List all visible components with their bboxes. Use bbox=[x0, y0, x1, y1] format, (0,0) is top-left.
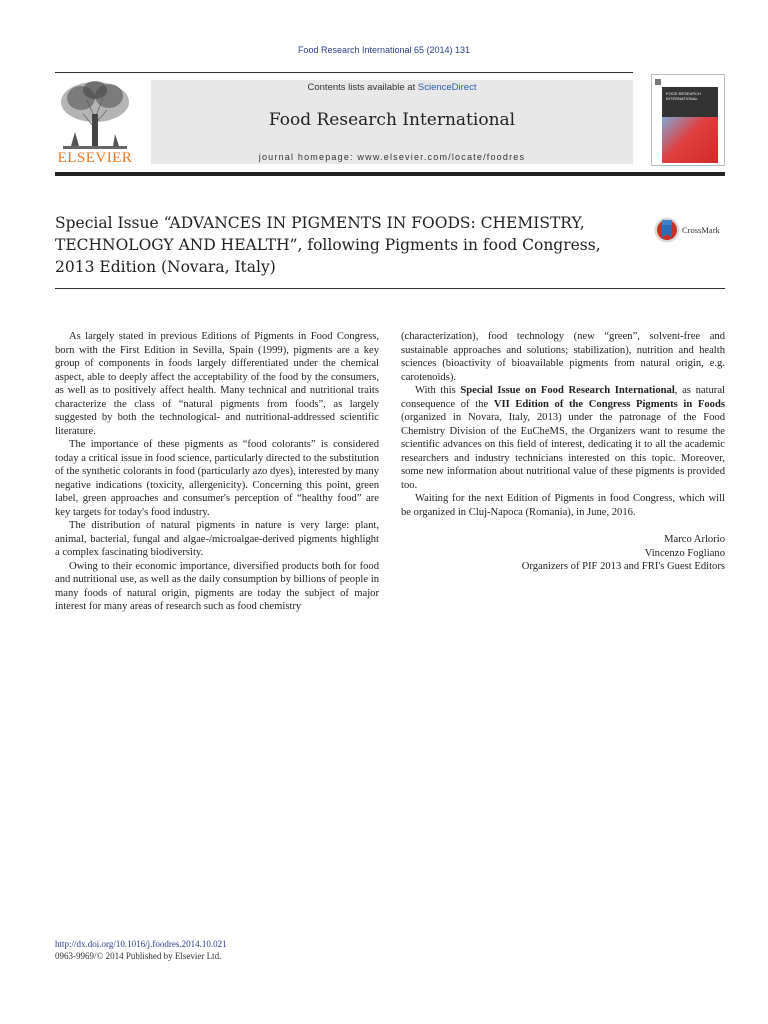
contents-availability bbox=[151, 82, 633, 93]
publisher-name: ELSEVIER bbox=[57, 150, 133, 166]
special-issue-emphasis: Special Issue on Food Research International bbox=[460, 385, 675, 396]
paragraph: Owing to their economic importance, diversified products both for food and nutritional use, as well as the daily consumption by billions of people in many foods of natural origin, pigments are today the subject of major interest for many areas of research such as food chemistry bbox=[55, 560, 379, 612]
journal-citation[interactable]: Food Research International 65 (2014) 131 bbox=[297, 45, 471, 55]
author-affiliation: Organizers of PIF 2013 and FRI's Guest Editors bbox=[521, 561, 725, 572]
congress-edition-emphasis: VII Edition of the Congress Pigments in Foods bbox=[493, 398, 725, 410]
copyright-notice: 0963-9969/© 2014 Published by Elsevier Ltd. bbox=[55, 950, 222, 961]
masthead-banner bbox=[151, 80, 633, 164]
journal-masthead bbox=[55, 72, 725, 172]
journal-title: Food Research International bbox=[268, 110, 516, 130]
crossmark-icon bbox=[654, 216, 680, 244]
contents-prefix: Contents lists available at bbox=[307, 82, 418, 93]
cover-publisher-icon bbox=[655, 79, 661, 85]
masthead-top-rule bbox=[55, 72, 633, 73]
article-title: Special Issue “ADVANCES IN PIGMENTS IN FOODS: CHEMISTRY, TECHNOLOGY AND HEALTH”, following Pigments in food Congress, 2013 Edition (Novara, Italy) bbox=[55, 214, 601, 276]
cover-title: FOOD RESEARCH INTERNATIONAL bbox=[666, 91, 701, 101]
paragraph: As largely stated in previous Editions of Pigments in Food Congress, born with the First Edition in Sevilla, Spain (1999), pigments are a key group of components in foods largely differentiated under the chemical aspect, able to deeply affect the acceptability of the food by the consumers, as well as to positively affect health. Many technical and nutritional traits characterize the class of “natural pigments from foods”, as largely suggested by both the technological- and nutritional-addressed scientific literature. bbox=[55, 331, 379, 437]
crossmark-label: CrossMark bbox=[682, 225, 720, 235]
paragraph: The distribution of natural pigments in nature is very large: plant, animal, bacterial, fungal and algae-/microalgae-derived pigments highlight a complex fascinating biodiversity. bbox=[55, 520, 379, 558]
journal-homepage[interactable]: journal homepage: www.elsevier.com/locate/foodres bbox=[258, 152, 526, 162]
paragraph bbox=[401, 384, 725, 492]
paragraph: Waiting for the next Edition of Pigments in food Congress, which will be organized in Cluj-Napoca (Romania), in June, 2016. bbox=[401, 493, 725, 518]
author-name: Marco Arlorio bbox=[664, 534, 725, 545]
title-rule bbox=[55, 288, 725, 289]
text-run: (organized in Novara, Italy, 2013) under the patronage of the Food Chemistry Division of the EuCheMS, the Organizers want to resume the scientific advances on this field of interest, dedicating it to all the academic researchers and industry technicians interested on this topic. Moreover, some new information about nutritional value of these pigments is provided too. bbox=[401, 412, 725, 491]
page-footer bbox=[55, 939, 227, 962]
author-name: Vincenzo Fogliano bbox=[644, 547, 725, 559]
elsevier-tree-icon bbox=[57, 78, 133, 150]
text-run: With this bbox=[415, 385, 461, 396]
crossmark-badge[interactable] bbox=[654, 216, 734, 246]
elsevier-logo[interactable] bbox=[55, 78, 135, 172]
doi-link[interactable]: http://dx.doi.org/10.1016/j.foodres.2014.10.021 bbox=[55, 939, 227, 949]
sciencedirect-link[interactable]: ScienceDirect bbox=[417, 82, 477, 93]
masthead-bottom-rule bbox=[55, 172, 725, 176]
signature-block bbox=[401, 533, 725, 574]
body-left-column bbox=[55, 330, 379, 614]
paragraph: The importance of these pigments as “food colorants” is considered today a critical issue in food science, particularly directed to the substitution of the synthetic colorants in food (particularly azo dyes), interested by many negative indications (toxicity, allergenicity). Concerning this point, green label, green approaches and consumer's perception of “healthy food” are key targets for today's food industry. bbox=[55, 439, 379, 518]
body-right-column bbox=[401, 330, 725, 574]
cover-artwork bbox=[662, 117, 718, 163]
paragraph: (characterization), food technology (new “green”, solvent-free and sustainable approaches and solutions; stabilization), nutrition and health sciences (bioactivity of bioavailable pigments from natural origin, e.g. carotenoids). bbox=[401, 331, 725, 383]
text-run: , as natural consequence of the bbox=[401, 385, 725, 410]
journal-cover-thumbnail[interactable] bbox=[651, 74, 725, 166]
